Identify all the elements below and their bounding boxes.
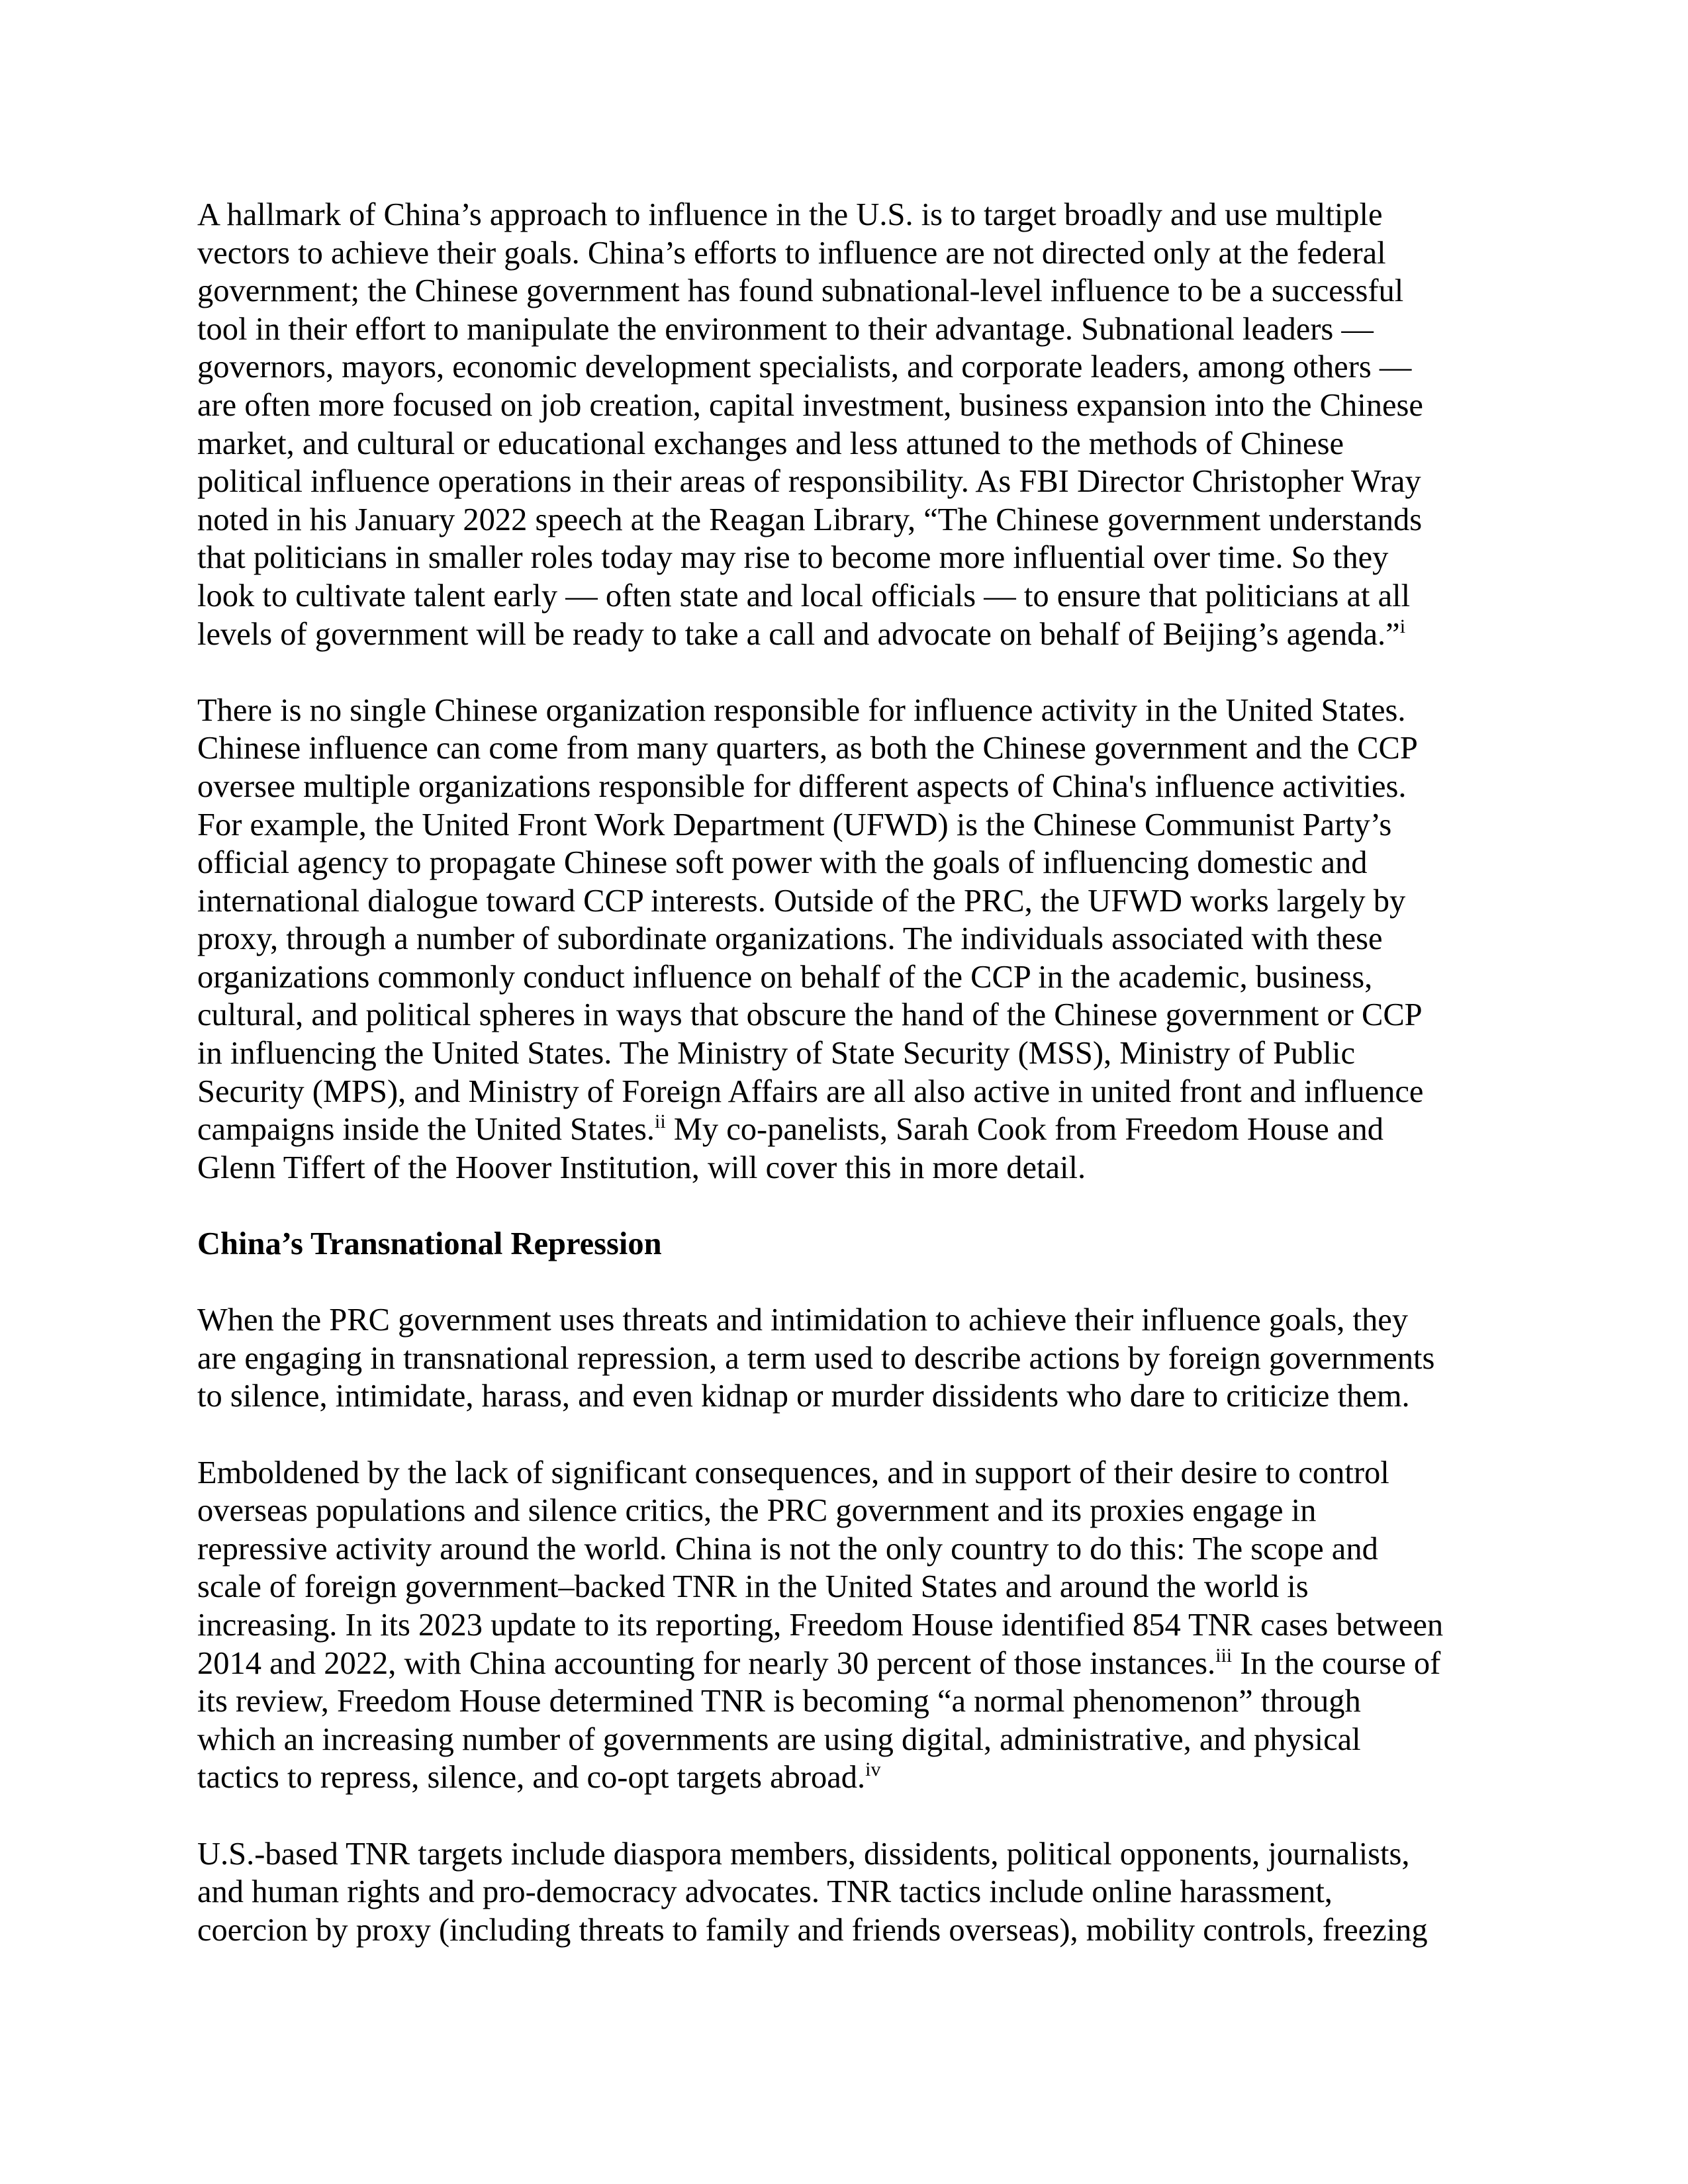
text-line: repressive activity around the world. China is not the only country to do this: The scope and [197,1531,1378,1567]
text-line: political influence operations in their areas of responsibility. As FBI Director Christopher Wray [197,464,1421,500]
footnote-ref-iv[interactable]: iv [865,1758,881,1781]
paragraph-organizations [197,692,1495,1187]
text-line: market, and cultural or educational exchanges and less attuned to the methods of Chinese [197,426,1344,461]
text-line: Security (MPS), and Ministry of Foreign Affairs are all also active in united front and influence [197,1073,1424,1109]
paragraph-tnr-definition [197,1301,1495,1416]
text-line: A hallmark of China’s approach to influence in the U.S. is to target broadly and use multiple [197,197,1383,232]
text-line: governors, mayors, economic development specialists, and corporate leaders, among others — [197,349,1412,385]
text-line [197,1645,1495,1683]
document-page [197,196,1495,1949]
section-heading: China’s Transnational Repression [197,1226,662,1262]
paragraph-subnational-influence [197,196,1495,653]
text-line: government; the Chinese government has found subnational-level influence to be a successful [197,273,1404,309]
text-line: which an increasing number of governments are using digital, administrative, and physical [197,1721,1361,1757]
text-line: For example, the United Front Work Department (UFWD) is the Chinese Communist Party’s [197,807,1392,842]
footnote-ref-iii[interactable]: iii [1215,1644,1233,1666]
text-segment: levels of government will be ready to take a call and advocate on behalf of Beijing’s agenda.” [197,616,1400,652]
text-segment: In the course of [1232,1645,1441,1681]
text-line: are often more focused on job creation, capital investment, business expansion into the Chinese [197,387,1423,423]
text-segment: 2014 and 2022, with China accounting for nearly 30 percent of those instances. [197,1645,1216,1681]
text-line: are engaging in transnational repression, a term used to describe actions by foreign governments [197,1340,1435,1376]
text-line: that politicians in smaller roles today may rise to become more influential over time. So they [197,540,1389,576]
text-line: increasing. In its 2023 update to its reporting, Freedom House identified 854 TNR cases between [197,1607,1444,1643]
text-line [197,1111,1495,1149]
text-line: When the PRC government uses threats and intimidation to achieve their influence goals, they [197,1302,1409,1338]
footnote-ref-ii[interactable]: ii [654,1111,666,1133]
text-line: There is no single Chinese organization responsible for influence activity in the United States. [197,692,1406,728]
text-line: oversee multiple organizations responsible for different aspects of China's influence activities. [197,768,1407,804]
text-line: proxy, through a number of subordinate organizations. The individuals associated with these [197,921,1383,957]
text-line [197,1758,1495,1797]
text-line: Emboldened by the lack of significant consequences, and in support of their desire to control [197,1455,1389,1490]
text-line: organizations commonly conduct influence on behalf of the CCP in the academic, business, [197,959,1373,995]
text-line: scale of foreign government–backed TNR in the United States and around the world is [197,1569,1309,1605]
text-line: noted in his January 2022 speech at the Reagan Library, “The Chinese government understands [197,502,1423,537]
text-line: Glenn Tiffert of the Hoover Institution, will cover this in more detail. [197,1150,1086,1185]
paragraph-tnr-scope [197,1454,1495,1797]
text-line: Chinese influence can come from many quarters, as both the Chinese government and the CCP [197,731,1418,766]
text-line: coercion by proxy (including threats to family and friends overseas), mobility controls, freezing [197,1912,1428,1948]
text-line: and human rights and pro-democracy advocates. TNR tactics include online harassment, [197,1874,1333,1910]
text-line: international dialogue toward CCP interests. Outside of the PRC, the UFWD works largely by [197,883,1406,919]
text-line: its review, Freedom House determined TNR is becoming “a normal phenomenon” through [197,1684,1361,1719]
footnote-ref-i[interactable]: i [1399,615,1406,637]
text-segment: campaigns inside the United States. [197,1112,655,1148]
text-line: tool in their effort to manipulate the environment to their advantage. Subnational leaders — [197,311,1374,347]
text-segment: My co-panelists, Sarah Cook from Freedom House and [665,1112,1383,1148]
text-line: cultural, and political spheres in ways that obscure the hand of the Chinese government or CCP [197,997,1423,1033]
text-line: to silence, intimidate, harass, and even kidnap or murder dissidents who dare to criticize them. [197,1379,1410,1414]
text-line: official agency to propagate Chinese soft power with the goals of influencing domestic and [197,845,1368,881]
text-line: overseas populations and silence critics, the PRC government and its proxies engage in [197,1493,1317,1529]
text-line: vectors to achieve their goals. China’s efforts to influence are not directed only at the federal [197,235,1386,271]
paragraph-tnr-targets [197,1835,1495,1950]
text-segment: tactics to repress, silence, and co-opt targets abroad. [197,1760,866,1796]
text-line [197,615,1495,654]
text-line: in influencing the United States. The Ministry of State Security (MSS), Ministry of Public [197,1036,1355,1071]
text-line: U.S.-based TNR targets include diaspora members, dissidents, political opponents, journalists, [197,1836,1410,1872]
text-line: look to cultivate talent early — often state and local officials — to ensure that politicians at all [197,578,1411,614]
